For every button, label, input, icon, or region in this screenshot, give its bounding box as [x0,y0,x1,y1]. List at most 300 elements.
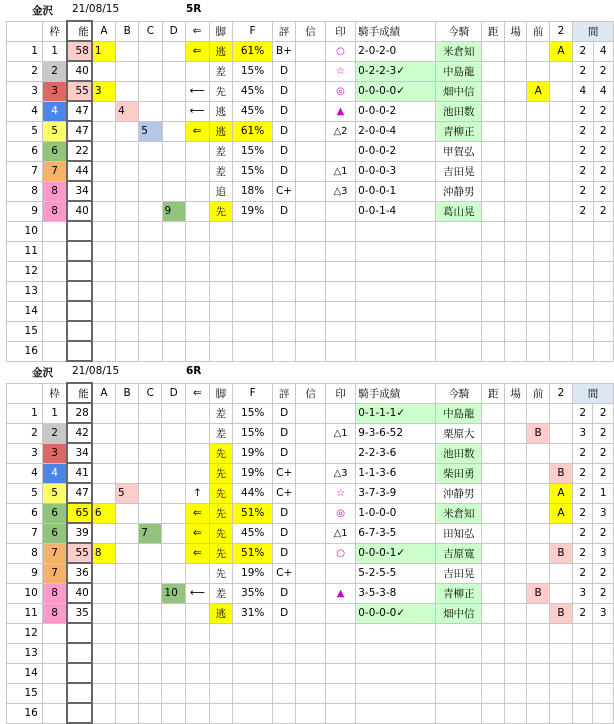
cell-ni [549,341,572,361]
cell-k2 [593,341,614,361]
cell-jrec [356,703,436,723]
cell-a [92,281,116,301]
cell-jock: 中島龍 [436,61,482,81]
table-row [7,403,614,423]
cell-ni [549,523,572,543]
cell-no: 12 [7,623,43,643]
cell-waku [42,261,67,281]
cell-d [162,241,185,261]
cell-nou: 58 [67,41,92,61]
cell-kyaku: 先 [209,201,232,221]
cell-jock: 畑中信 [436,81,482,101]
cell-in [325,201,355,221]
cell-waku: 2 [42,61,67,81]
cell-jrec [356,341,436,361]
cell-ni [549,61,572,81]
header-cell: 評 [273,21,296,41]
cell-dist [482,241,505,261]
cell-kyaku [209,241,232,261]
cell-arr: ⇐ [186,523,210,543]
cell-ni [549,181,572,201]
cell-a [92,201,116,221]
table-row [7,61,614,81]
cell-kyaku: 先 [209,523,232,543]
cell-arr [185,301,209,321]
cell-dist [482,563,504,583]
cell-k1: 2 [573,403,593,423]
cell-c [139,41,162,61]
table-row [7,443,614,463]
cell-b [116,221,139,241]
cell-nou: 22 [67,141,92,161]
cell-nou: 35 [67,603,92,623]
cell-b [116,563,139,583]
cell-b [116,523,139,543]
cell-dist [482,503,504,523]
cell-d [162,121,185,141]
cell-kyaku [209,663,232,683]
cell-jock: 米倉知 [436,503,482,523]
cell-mae [527,321,550,341]
cell-ni [549,443,572,463]
cell-waku: 8 [42,603,67,623]
cell-k2 [593,321,614,341]
cell-jock [436,321,482,341]
cell-c [139,101,162,121]
cell-hyo: D [273,603,296,623]
header-cell: 能 [67,21,92,41]
header-cell: C [139,21,162,41]
cell-dist [482,463,504,483]
cell-no: 13 [7,281,43,301]
cell-waku: 3 [42,443,67,463]
cell-waku: 4 [42,101,67,121]
cell-no: 13 [7,643,43,663]
cell-jrec: 0-0-0-3 [356,161,436,181]
header-cell: 場 [504,383,526,403]
cell-jock: 柴田勇 [436,463,482,483]
cell-f: 31% [233,603,273,623]
cell-arr [185,321,209,341]
cell-nou [67,341,92,361]
cell-hyo: C+ [273,483,296,503]
cell-hyo [273,281,296,301]
cell-hyo: D [273,423,296,443]
cell-waku: 5 [42,121,67,141]
cell-k1: 2 [573,503,593,523]
header-cell: 騎手成績 [356,21,436,41]
cell-f: 19% [232,201,272,221]
cell-k2: 2 [593,161,614,181]
cell-a [92,301,116,321]
cell-kyaku [209,321,232,341]
header-cell: B [116,21,139,41]
cell-ni [549,281,572,301]
cell-kyaku: 先 [209,81,232,101]
cell-waku: 8 [42,583,67,603]
race-label: 6R [186,365,202,377]
cell-b [116,81,139,101]
cell-jock: 池田数 [436,101,482,121]
cell-a [92,443,116,463]
cell-d [162,423,186,443]
race-header [6,0,614,20]
cell-k2: 4 [593,41,614,61]
cell-mae [527,703,549,723]
cell-baba [504,443,526,463]
cell-b [116,503,139,523]
cell-shin [296,643,326,663]
cell-baba [504,221,527,241]
cell-d: 10 [162,583,186,603]
cell-kyaku: 差 [209,583,232,603]
cell-nou [67,261,92,281]
cell-shin [295,281,325,301]
cell-kyaku: 先 [209,563,232,583]
cell-f: 19% [233,443,273,463]
header-cell: 能 [67,383,92,403]
cell-jrec: 0-1-1-1✓ [356,403,436,423]
cell-shin [296,523,326,543]
cell-k2: 2 [593,61,614,81]
cell-arr: ⇐ [185,41,209,61]
cell-k2: 2 [593,201,614,221]
cell-k1: 2 [573,121,593,141]
cell-arr [186,703,210,723]
cell-kyaku: 差 [209,161,232,181]
cell-dist [482,663,504,683]
cell-f [232,281,272,301]
cell-dist [482,423,504,443]
cell-jrec [356,623,436,643]
cell-in: ○ [325,41,355,61]
cell-jrec: 0-0-0-1✓ [356,543,436,563]
cell-jock [436,241,482,261]
cell-f: 15% [233,403,273,423]
cell-hyo [273,301,296,321]
cell-waku [42,643,67,663]
cell-waku [42,683,67,703]
cell-nou: 47 [67,483,92,503]
header-cell: 2 [549,383,572,403]
header-cell: 場 [504,21,527,41]
cell-f: 19% [233,563,273,583]
cell-k2 [593,221,614,241]
cell-nou [67,281,92,301]
cell-k1 [573,643,593,663]
cell-k2: 2 [593,121,614,141]
cell-shin [296,583,326,603]
cell-a [92,321,116,341]
cell-kyaku [209,623,232,643]
cell-a [92,583,116,603]
cell-d [162,61,185,81]
cell-nou: 34 [67,181,92,201]
cell-a: 1 [92,41,116,61]
cell-waku: 4 [42,463,67,483]
cell-k2 [593,643,614,663]
cell-hyo [273,241,296,261]
cell-baba [504,663,526,683]
cell-k2 [593,683,614,703]
cell-b: 4 [116,101,139,121]
header-cell: B [116,383,139,403]
cell-jrec: 5-2-5-5 [356,563,436,583]
cell-ni [549,221,572,241]
header-row [7,21,614,41]
cell-waku: 7 [42,161,67,181]
cell-waku: 5 [42,483,67,503]
header-cell: 今騎 [436,21,482,41]
cell-f: 51% [233,543,273,563]
cell-b [116,301,139,321]
cell-mae [527,543,549,563]
cell-k1: 4 [573,81,593,101]
cell-waku: 6 [42,523,67,543]
cell-jrec: 0-0-1-4 [356,201,436,221]
cell-arr: ⇐ [185,121,209,141]
cell-d [162,643,186,663]
cell-k2: 2 [593,181,614,201]
cell-f: 44% [233,483,273,503]
cell-jock: 吉田晃 [436,161,482,181]
cell-f [233,643,273,663]
cell-jock [436,261,482,281]
cell-d [162,181,185,201]
cell-mae [527,563,549,583]
cell-d: 9 [162,201,185,221]
cell-arr [185,261,209,281]
cell-nou [67,221,92,241]
cell-jock: 畑中信 [436,603,482,623]
cell-baba [504,503,526,523]
cell-ni: A [549,503,572,523]
cell-hyo [273,341,296,361]
cell-ni [549,101,572,121]
cell-nou: 47 [67,101,92,121]
cell-shin [295,181,325,201]
cell-c [139,81,162,101]
cell-hyo: B+ [273,41,296,61]
cell-ni [549,623,572,643]
cell-ni [549,81,572,101]
cell-k2 [593,623,614,643]
cell-c [139,483,162,503]
cell-mae [527,663,549,683]
cell-a [92,463,116,483]
cell-dist [482,321,505,341]
race-table [6,382,614,724]
table-row [7,583,614,603]
cell-in [326,663,356,683]
cell-d [162,101,185,121]
cell-nou [67,321,92,341]
header-cell: 距 [482,21,505,41]
cell-nou [67,241,92,261]
cell-ni [549,563,572,583]
cell-in: △2 [325,121,355,141]
cell-hyo: D [273,61,296,81]
cell-shin [296,603,326,623]
cell-dist [482,341,505,361]
cell-mae [527,643,549,663]
cell-nou: 55 [67,543,92,563]
cell-hyo [273,663,296,683]
cell-c [139,683,162,703]
cell-f [233,663,273,683]
cell-baba [504,201,527,221]
header-row [7,383,614,403]
cell-jrec: 1-0-0-0 [356,503,436,523]
header-cell: F [233,383,273,403]
cell-k1: 2 [573,201,593,221]
cell-arr [186,663,210,683]
cell-jock [436,623,482,643]
cell-c [139,543,162,563]
cell-a [92,663,116,683]
cell-kyaku: 先 [209,483,232,503]
cell-arr [186,643,210,663]
cell-k1: 3 [573,423,593,443]
table-row [7,423,614,443]
cell-shin [296,623,326,643]
cell-d [162,523,186,543]
cell-a [92,181,116,201]
cell-hyo: D [273,523,296,543]
header-cell: 騎手成績 [356,383,436,403]
cell-baba [504,261,527,281]
cell-jrec: 2-2-3-6 [356,443,436,463]
cell-hyo: C+ [273,181,296,201]
cell-k1 [573,341,593,361]
cell-c [139,201,162,221]
cell-a [92,683,116,703]
cell-nou: 39 [67,523,92,543]
cell-f: 45% [232,81,272,101]
cell-in: △1 [326,523,356,543]
cell-waku [42,623,67,643]
cell-no: 10 [7,221,43,241]
header-cell: 信 [296,383,326,403]
cell-a [92,643,116,663]
cell-jock [436,643,482,663]
cell-in [326,403,356,423]
cell-kyaku: 逃 [209,603,232,623]
cell-jock: 中島龍 [436,403,482,423]
cell-in: ◎ [325,81,355,101]
cell-c [139,61,162,81]
cell-b [116,321,139,341]
cell-arr [186,683,210,703]
cell-mae [527,443,549,463]
cell-a [92,261,116,281]
cell-hyo [273,683,296,703]
cell-k1: 2 [573,463,593,483]
venue-label: 金沢 [32,5,53,17]
cell-arr [185,241,209,261]
cell-mae [527,301,550,321]
cell-in: ☆ [325,61,355,81]
cell-in [326,683,356,703]
cell-jock [436,221,482,241]
table-row-empty [7,301,614,321]
cell-jock [436,683,482,703]
table-row [7,101,614,121]
cell-arr [186,443,210,463]
cell-arr [186,623,210,643]
cell-k2: 2 [593,423,614,443]
cell-hyo: C+ [273,563,296,583]
cell-jrec: 1-1-3-6 [356,463,436,483]
cell-no: 9 [7,563,43,583]
cell-shin [296,703,326,723]
cell-dist [482,623,504,643]
header-cell: ⇐ [185,21,209,41]
cell-no: 15 [7,321,43,341]
cell-no: 4 [7,463,43,483]
cell-b [116,201,139,221]
cell-a [92,623,116,643]
cell-d [162,623,186,643]
cell-hyo: C+ [273,463,296,483]
table-row-empty [7,643,614,663]
cell-nou [67,623,92,643]
cell-ni: A [549,41,572,61]
table-row [7,483,614,503]
cell-k2 [593,301,614,321]
cell-hyo: D [273,543,296,563]
cell-shin [295,301,325,321]
cell-c: 7 [139,523,162,543]
cell-b [116,423,139,443]
cell-c [139,221,162,241]
cell-jock: 池田数 [436,443,482,463]
cell-k2: 1 [593,483,614,503]
cell-in [325,341,355,361]
cell-a [92,101,116,121]
header-cell: 評 [273,383,296,403]
cell-k1: 2 [573,483,593,503]
header-cell [7,383,43,403]
cell-c [139,583,162,603]
cell-waku [42,241,67,261]
cell-k1: 2 [573,523,593,543]
cell-hyo: D [273,583,296,603]
cell-b [116,341,139,361]
cell-kyaku: 先 [209,503,232,523]
cell-ni [549,201,572,221]
cell-k1: 2 [573,181,593,201]
cell-mae [527,341,550,361]
cell-in [325,281,355,301]
cell-dist [482,543,504,563]
cell-jrec [356,261,436,281]
cell-a [92,563,116,583]
cell-kyaku [209,703,232,723]
cell-jock: 栗原大 [436,423,482,443]
cell-c [139,403,162,423]
cell-waku: 6 [42,503,67,523]
cell-d [162,703,186,723]
cell-shin [296,563,326,583]
cell-no: 1 [7,41,43,61]
cell-mae [527,121,550,141]
cell-ni [549,403,572,423]
cell-b [116,121,139,141]
cell-ni [549,423,572,443]
cell-kyaku: 差 [209,141,232,161]
cell-k2: 4 [593,81,614,101]
